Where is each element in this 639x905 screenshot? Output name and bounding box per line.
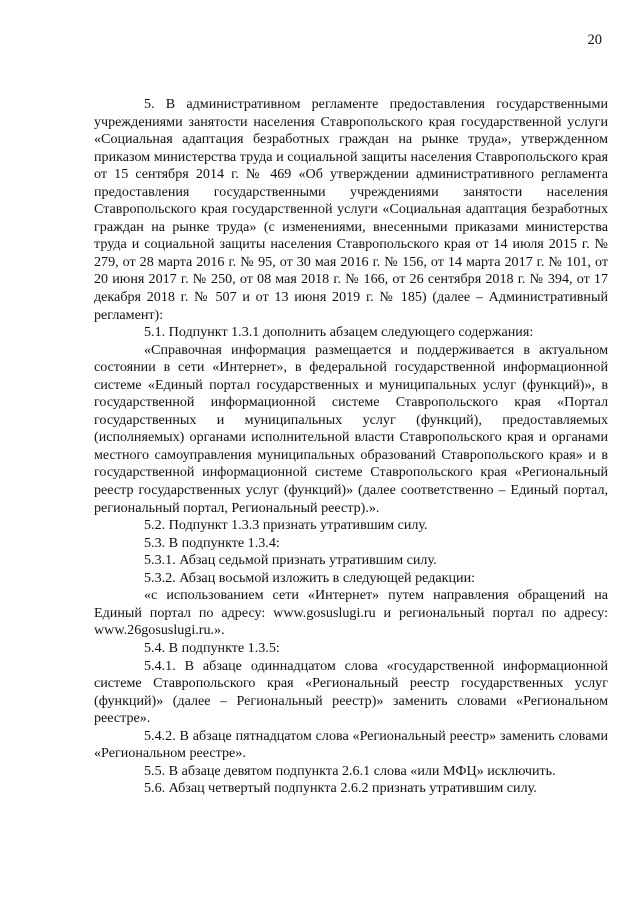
- paragraph-5-3-2: 5.3.2. Абзац восьмой изложить в следующей редакции:: [144, 569, 476, 586]
- paragraph-5-3: 5.3. В подпункте 1.3.4:: [144, 534, 280, 551]
- page-number: 20: [587, 32, 602, 48]
- paragraph-5-4: 5.4. В подпункте 1.3.5:: [144, 639, 280, 656]
- paragraph-5-5: 5.5. В абзаце девятом подпункта 2.6.1 слова «или МФЦ» исключить.: [144, 762, 556, 779]
- paragraph-5-2: 5.2. Подпункт 1.3.3 признать утратившим силу.: [144, 517, 428, 534]
- paragraph-5-6: 5.6. Абзац четвертый подпункта 2.6.2 признать утратившим силу.: [144, 780, 537, 797]
- paragraph-5-1: 5.1. Подпункт 1.3.1 дополнить абзацем следующего содержания:: [144, 324, 534, 341]
- paragraph-5-4-2: 5.4.2. В абзаце пятнадцатом слова «Региональный реестр» заменить словами «Региональном реестре».: [94, 727, 608, 762]
- document-body: [94, 96, 608, 798]
- paragraph-5-3-1: 5.3.1. Абзац седьмой признать утратившим силу.: [144, 552, 437, 569]
- paragraph-5: 5. В административном регламенте предоставления государственными учреждениями занятости населения Ставропольского края государственной услуги «Социальная адаптация безработных граждан на рынке труда», утвержденном приказом министерства труда и социальной защиты населения Ставропольского края от 15 сентября 2014 г. № 469 «Об утверждении административного регламента предоставления государственными учреждениями занятости населения Ставропольского края государственной услуги «Социальная адаптация безработных граждан на рынке труда» (с изменениями, внесенными приказами министерства труда и социальной защиты населения Ставропольского края от 14 июля 2015 г. № 279, от 28 марта 2016 г. № 95, от 30 мая 2016 г. № 156, от 14 марта 2017 г. № 101, от 20 июня 2017 г. № 250, от 08 мая 2018 г. № 166, от 26 сентября 2018 г. № 394, от 17 декабря 2018 г. № 507 и от 13 июня 2019 г. № 185) (далее – Административный регламент):: [94, 96, 608, 323]
- paragraph-5-1-quote: «Справочная информация размещается и поддерживается в актуальном состоянии в сети «Интернет», в федеральной государственной информационной системе «Единый портал государственных и муниципальных услуг (функций)», в государственной информационной системе Ставропольского края «Портал государственных и муниципальных услуг (функций), предоставляемых (исполняемых) органами исполнительной власти Ставропольского края и органами местного самоуправления муниципальных образований Ставропольского края» и в государственной информационной системе Ставропольского края «Региональный реестр государственных услуг (функций)» (далее соответственно – Единый портал, региональный портал, Региональный реестр).».: [94, 341, 608, 516]
- paragraph-5-3-2-quote: «с использованием сети «Интернет» путем направления обращений на Единый портал по адресу: www.gosuslugi.ru и региональный портал по адресу: www.26gosuslugi.ru.».: [94, 587, 608, 639]
- paragraph-5-4-1: 5.4.1. В абзаце одиннадцатом слова «государственной информационной системе Ставропольского края «Региональный реестр государственных услуг (функций)» (далее – Региональный реестр)» заменить словами «Региональном реестре».: [94, 657, 608, 727]
